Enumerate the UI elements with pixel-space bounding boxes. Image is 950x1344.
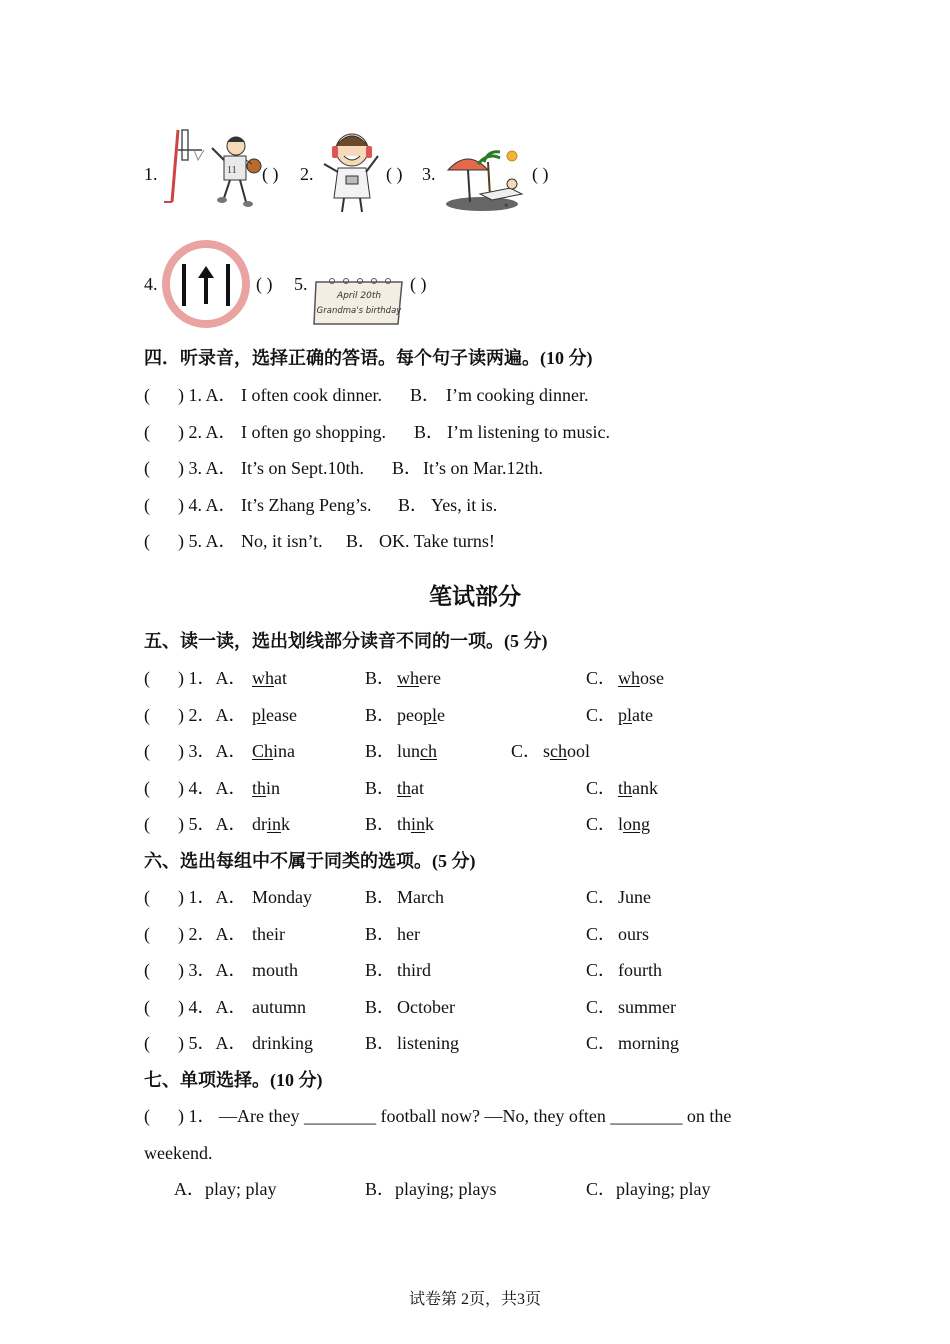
option-c: thank [618,778,659,798]
answer-blank[interactable]: ( [144,705,150,725]
item-number: ) 4．A． [178,997,247,1017]
option-a: drink [252,814,291,834]
option-c-label: C． [586,997,617,1017]
item-number: ) 1．A． [178,887,247,907]
option-a: please [252,705,297,725]
item-number: ) 2. A． [178,422,237,442]
option-c-label: C． [586,668,617,688]
option-c-label: C． [586,814,617,834]
option-b-label: B． [398,495,429,515]
option-b-label: B． [365,960,396,980]
option-c-label: C． [586,778,617,798]
written-part-title: 笔试部分 [429,584,521,609]
option-b: think [397,814,435,834]
option-b: people [397,705,446,725]
option-c: summer [618,997,676,1017]
option-b-label: B． [365,887,396,907]
calendar-event: Grandma's birthday [316,306,402,316]
answer-blank[interactable]: ( [144,1106,150,1126]
option-b: Yes, it is. [431,495,498,515]
svg-text:*: * [504,202,509,212]
option-b: B．playing; plays [365,1179,497,1199]
option-a: mouth [252,960,299,980]
picture-number: 1. [144,164,158,184]
option-a: autumn [252,997,306,1017]
option-b: I’m listening to music. [447,422,610,442]
option-a: Monday [252,887,312,907]
option-a: I often go shopping. [241,422,386,442]
answer-blank[interactable]: ( ) [410,274,427,294]
item-number: ) 2．A． [178,705,247,725]
option-c: school [543,741,591,761]
answer-blank[interactable]: ( [144,997,150,1017]
option-b-label: B． [365,1033,396,1053]
item-number: ) 5. A． [178,531,237,551]
option-b-label: B． [365,705,396,725]
option-b: her [397,924,420,944]
option-a: what [252,668,287,688]
calendar-date: April 20th [336,291,382,301]
answer-blank[interactable]: ( ) [262,164,279,184]
svg-text:11: 11 [227,165,237,176]
option-b: It’s on Mar.12th. [423,458,543,478]
option-b-label: B． [365,814,396,834]
item-number: ) 3．A． [178,960,247,980]
option-b: listening [397,1033,459,1053]
page-footer: 试卷第 2页，共3页 [408,1291,541,1308]
answer-blank[interactable]: ( ) [532,164,549,184]
section-5-heading: 五、读一读，选出划线部分读音不同的一项。(5 分) [144,631,548,651]
option-a: No, it isn’t. [241,531,323,551]
option-a: drinking [252,1033,313,1053]
item-number: ) 1． [178,1106,216,1126]
option-c: ours [618,924,649,944]
option-c-label: C． [586,924,617,944]
answer-blank[interactable]: ( [144,924,150,944]
headphones-boy-picture [316,128,386,216]
answer-blank[interactable]: ( [144,495,150,515]
item-number: ) 5．A． [178,1033,247,1053]
item-number: ) 2．A． [178,924,247,944]
option-b: March [397,887,444,907]
option-a: It’s Zhang Peng’s. [241,495,372,515]
answer-blank[interactable]: ( [144,458,150,478]
option-b-label: B． [392,458,423,478]
option-b-label: B． [346,531,377,551]
option-b-label: B． [414,422,445,442]
option-c: morning [618,1033,679,1053]
option-a: It’s on Sept.10th. [241,458,365,478]
option-b: October [397,997,455,1017]
section-4-heading: 四．听录音，选择正确的答语。每个句子读两遍。(10 分) [144,348,593,368]
section-6-heading: 六、选出每组中不属于同类的选项。(5 分) [144,851,476,871]
option-b-label: B． [410,385,441,405]
item-number: ) 4. A． [178,495,237,515]
section-7-heading: 七、单项选择。(10 分) [144,1070,323,1090]
item-number: ) 1. A． [178,385,237,405]
answer-blank[interactable]: ( [144,385,150,405]
option-b-label: B． [365,997,396,1017]
option-c: C．playing; play [586,1179,711,1199]
option-a: A．play; play [174,1179,277,1199]
option-b-label: B． [365,924,396,944]
calendar-icon [312,276,406,328]
option-b: that [397,778,425,798]
option-a: I often cook dinner. [241,385,382,405]
question-stem-continued: weekend. [144,1143,213,1163]
option-b: I’m cooking dinner. [446,385,589,405]
answer-blank[interactable]: ( ) [386,164,403,184]
option-c: June [618,887,651,907]
option-b: lunch [397,741,438,761]
picture-number: 5. [294,274,308,294]
answer-blank[interactable]: ( [144,531,150,551]
answer-blank[interactable]: ( [144,1033,150,1053]
option-c: long [618,814,651,834]
option-c-label: C． [511,741,542,761]
answer-blank[interactable]: ( [144,668,150,688]
option-c: plate [618,705,653,725]
one-way-sign-picture [160,238,252,330]
answer-blank[interactable]: ( [144,741,150,761]
answer-blank[interactable]: ( [144,422,150,442]
option-a: thin [252,778,281,798]
option-c-label: C． [586,887,617,907]
picture-number: 2. [300,164,314,184]
option-a: their [252,924,285,944]
option-b: OK. Take turns! [379,531,495,551]
option-c: whose [618,668,664,688]
item-number: ) 5．A． [178,814,247,834]
answer-blank[interactable]: ( ) [256,274,273,294]
option-b: where [397,668,441,688]
picture-number: 4. [144,274,158,294]
item-number: ) 3．A． [178,741,247,761]
item-number: ) 1．A． [178,668,247,688]
option-c-label: C． [586,960,617,980]
basketball-player-picture [160,126,262,210]
option-c-label: C． [586,705,617,725]
option-c: fourth [618,960,662,980]
calendar-picture [312,276,406,328]
item-number: ) 4．A． [178,778,247,798]
picture-number: 3. [422,164,436,184]
option-b-label: B． [365,741,396,761]
question-stem: —Are they ________ football now? —No, they often ________ on the [219,1106,732,1126]
option-b-label: B． [365,668,396,688]
option-b-label: B． [365,778,396,798]
answer-blank[interactable]: ( [144,778,150,798]
item-number: ) 3. A． [178,458,237,478]
option-c-label: C． [586,1033,617,1053]
answer-blank[interactable]: ( [144,887,150,907]
answer-blank[interactable]: ( [144,960,150,980]
option-a: China [252,741,296,761]
answer-blank[interactable]: ( [144,814,150,834]
option-b: third [397,960,431,980]
beach-picture [440,146,532,214]
